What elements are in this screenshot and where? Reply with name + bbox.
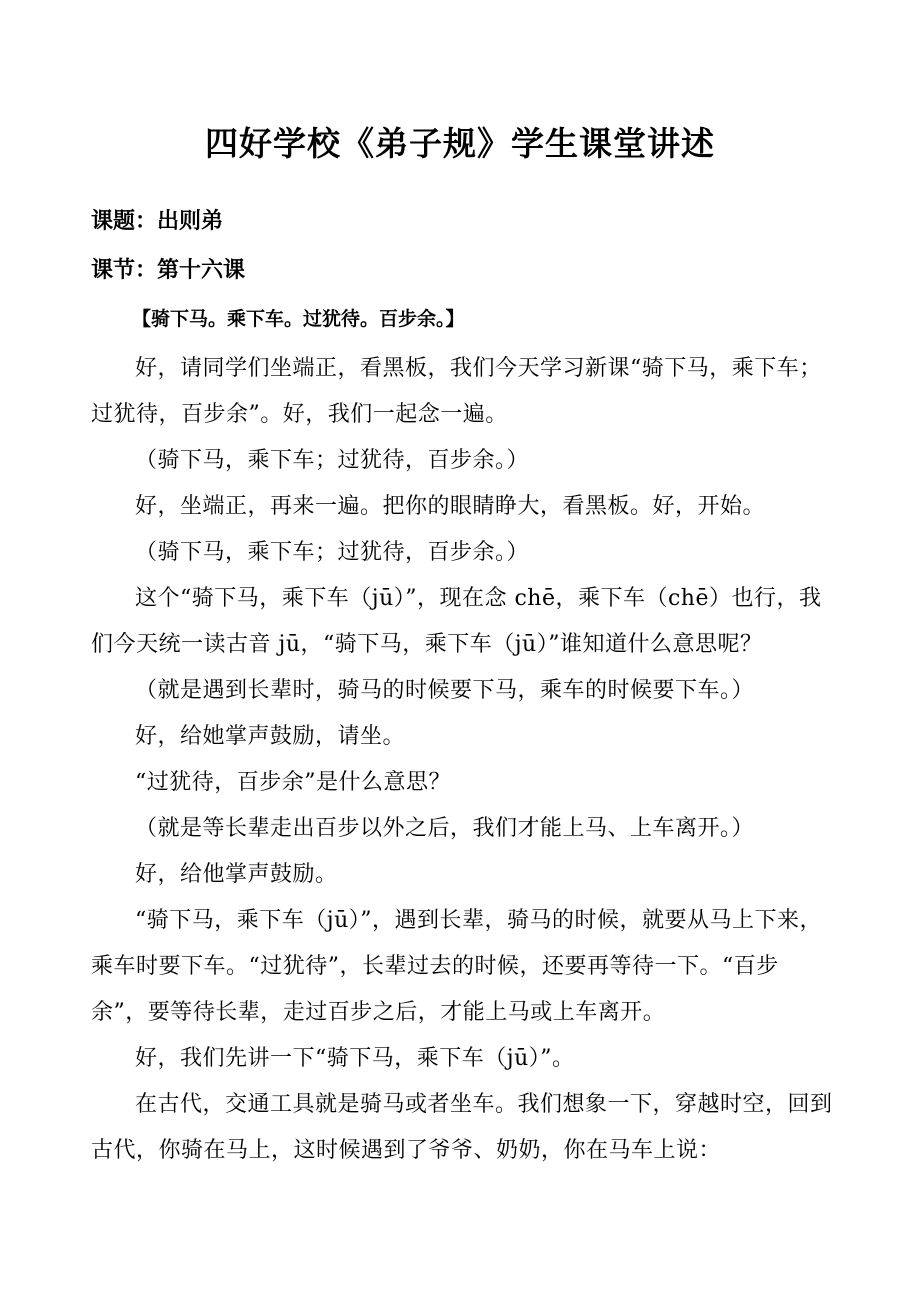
paragraph: （就是等长辈走出百步以外之后，我们才能上马、上车离开。） (135, 816, 755, 841)
paragraph: （就是遇到长辈时，骑马的时候要下马，乘车的时候要下车。） (135, 678, 755, 703)
paragraph: 在古代，交通工具就是骑马或者坐车。我们想象一下，穿越时空，回到古代，你骑在马上，这时候遇到了爷爷、奶奶，你在马车上说： (91, 1092, 833, 1163)
paragraph: 这个“骑下马，乘下车（jū）”，现在念 chē，乘下车（chē）也行，我们今天统一读古音 jū，“骑下马，乘下车（jū）”谁知道什么意思呢？ (91, 586, 822, 657)
paragraph: （骑下马，乘下车；过犹待，百步余。） (135, 540, 530, 565)
paragraph: “骑下马，乘下车（jū）”，遇到长辈，骑马的时候，就要从马上下来，乘车时要下车。“过犹待”，长辈过去的时候，还要再等待一下。“百步余”，要等待长辈，走过百步之后，才能上马或上车离开。 (91, 908, 822, 1025)
paragraph: 好，坐端正，再来一遍。把你的眼睛睁大，看黑板。好，开始。 (135, 494, 766, 519)
lesson-topic: 课题：出则弟 (91, 209, 224, 234)
verse-heading: 【骑下马。乘下车。过犹待。百步余。】 (132, 308, 465, 330)
lesson-body (91, 346, 834, 1174)
paragraph: （骑下马，乘下车；过犹待，百步余。） (135, 448, 530, 473)
paragraph: 好，给她掌声鼓励，请坐。 (135, 724, 406, 749)
lesson-number: 课节：第十六课 (91, 258, 246, 283)
paragraph: 好，请同学们坐端正，看黑板，我们今天学习新课“骑下马，乘下车；过犹待，百步余”。好，我们一起念一遍。 (91, 356, 822, 427)
paragraph: “过犹待，百步余”是什么意思？ (135, 770, 451, 795)
document-title: 四好学校《弟子规》学生课堂讲述 (205, 124, 715, 163)
paragraph: 好，给他掌声鼓励。 (135, 862, 338, 887)
paragraph: 好，我们先讲一下“骑下马，乘下车（jū）”。 (135, 1046, 575, 1071)
